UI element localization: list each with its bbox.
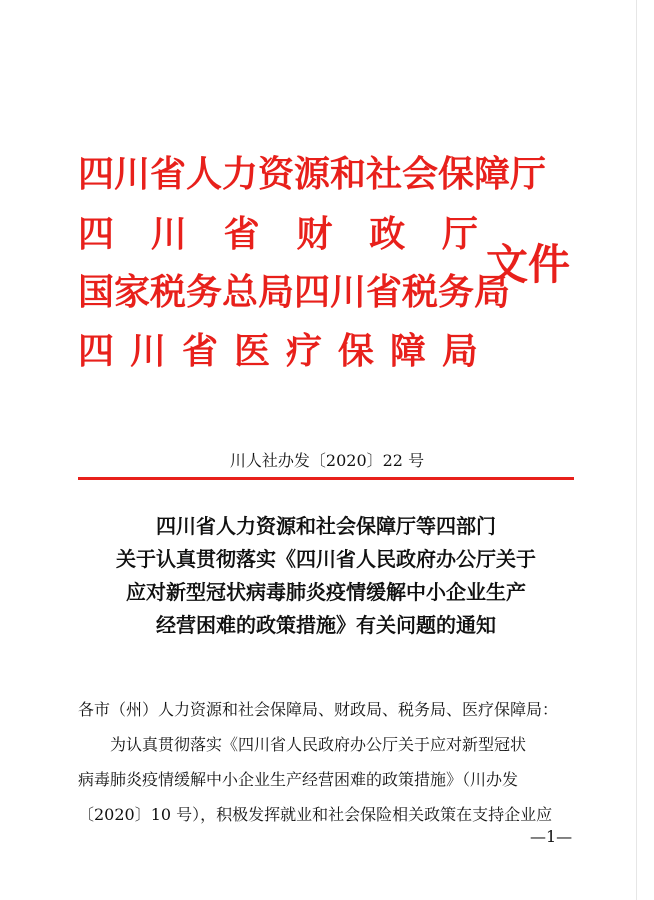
issuer-line-4-char: 省 bbox=[181, 330, 218, 372]
issuer-line-1 bbox=[78, 150, 547, 198]
issuer-line-2-char: 政 bbox=[369, 213, 406, 255]
body-line: 为认真贯彻落实《四川省人民政府办公厅关于应对新型冠状 bbox=[110, 735, 527, 754]
issuer-line-3-text: 国家税务总局四川省税务局 bbox=[78, 271, 511, 313]
issuer-line-4-char: 疗 bbox=[285, 330, 322, 372]
issuer-line-2 bbox=[78, 210, 478, 258]
document-suffix: 文件 bbox=[486, 240, 571, 289]
issuer-line-4-char: 保 bbox=[337, 330, 374, 372]
title-line: 四川省人力资源和社会保障厅等四部门 bbox=[156, 514, 496, 538]
addressee: 各市（州）人力资源和社会保障局、财政局、税务局、医疗保障局： bbox=[78, 700, 559, 719]
issuer-line-4 bbox=[78, 327, 478, 375]
document-title bbox=[78, 510, 574, 642]
issuer-line-4-char: 医 bbox=[233, 330, 270, 372]
issuer-line-2-char: 川 bbox=[150, 213, 187, 255]
body-line: 〔2020〕10 号），积极发挥就业和社会保险相关政策在支持企业应 bbox=[78, 805, 553, 824]
title-line: 经营困难的政策措施》有关问题的通知 bbox=[156, 613, 496, 637]
issuer-line-4-char: 障 bbox=[389, 330, 426, 372]
title-line: 应对新型冠状病毒肺炎疫情缓解中小企业生产 bbox=[126, 580, 526, 604]
issuer-line-2-char: 四 bbox=[78, 213, 115, 255]
title-line: 关于认真贯彻落实《四川省人民政府办公厅关于 bbox=[116, 547, 536, 571]
issuer-line-4-char: 局 bbox=[441, 330, 478, 372]
red-divider bbox=[78, 477, 574, 480]
issuer-line-2-char: 省 bbox=[223, 213, 260, 255]
issuer-line-2-char: 财 bbox=[296, 213, 333, 255]
page-number: —1— bbox=[530, 827, 573, 846]
issuer-line-4-char: 川 bbox=[129, 330, 166, 372]
page-edge bbox=[636, 0, 637, 900]
issuer-line-3 bbox=[78, 268, 511, 316]
document-number: 川人社办发〔2020〕22 号 bbox=[229, 451, 425, 470]
issuer-line-1-text: 四川省人力资源和社会保障厅 bbox=[78, 153, 547, 195]
document-body bbox=[78, 692, 576, 832]
body-line: 病毒肺炎疫情缓解中小企业生产经营困难的政策措施》（川办发 bbox=[78, 770, 519, 789]
issuer-line-2-char: 厅 bbox=[441, 213, 478, 255]
issuer-line-4-char: 四 bbox=[78, 330, 115, 372]
issuing-authorities-header bbox=[0, 0, 654, 420]
